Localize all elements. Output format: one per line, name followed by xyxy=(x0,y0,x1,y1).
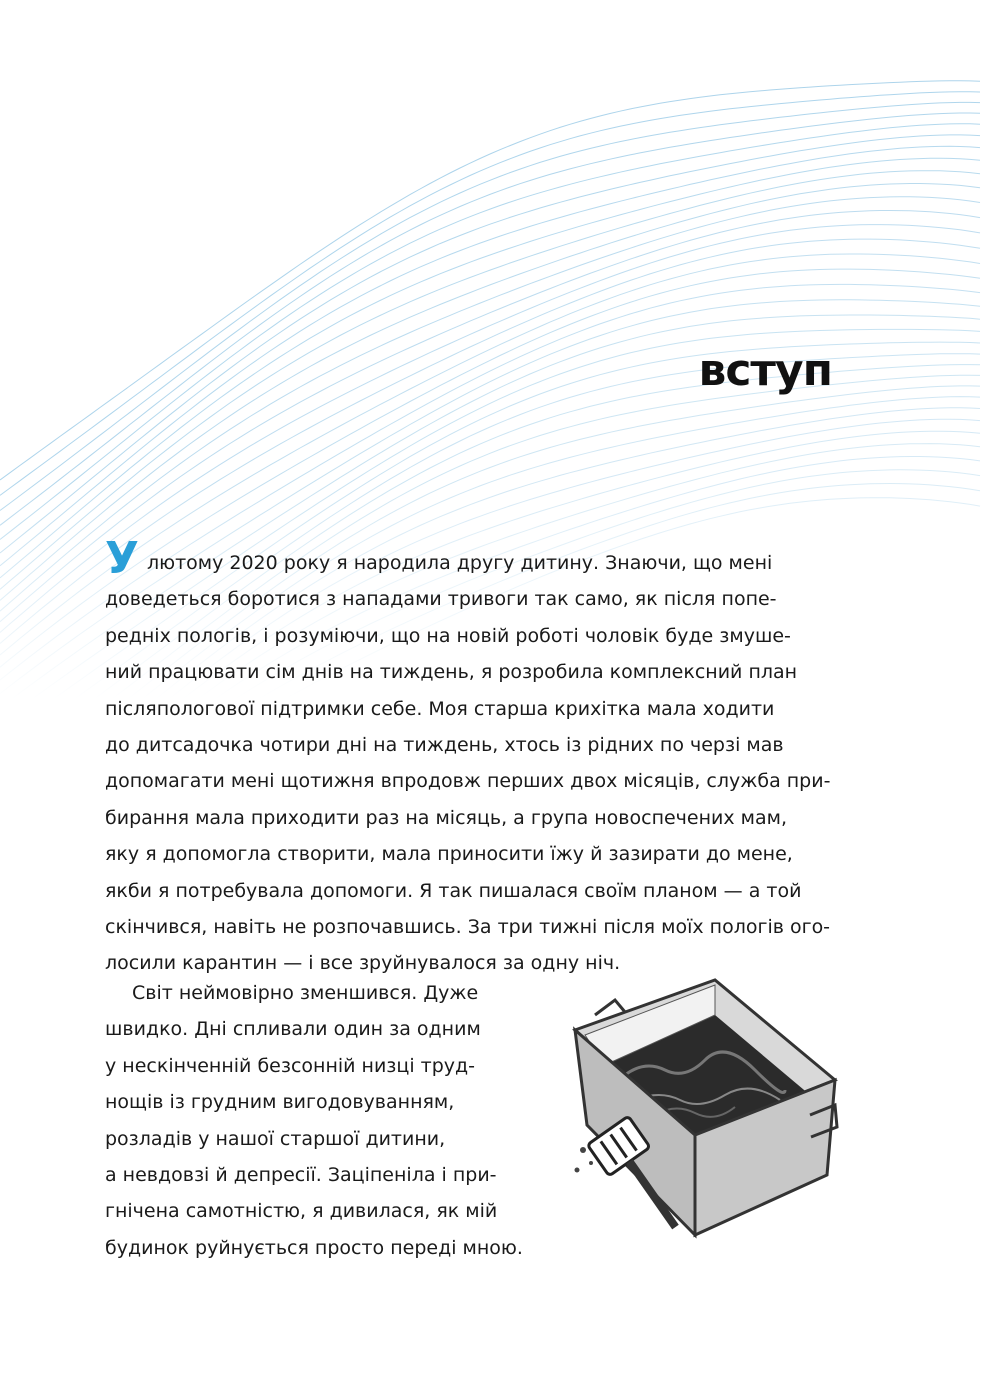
wave-line xyxy=(0,113,980,525)
wave-line xyxy=(0,102,980,510)
wave-line xyxy=(0,92,980,496)
paragraph-2-line: розладів у нашої старшої дитини, xyxy=(105,1127,446,1150)
paragraph-1-line: якби я потребувала допомоги. Я так пишалася своїм планом — а той xyxy=(105,879,802,902)
paragraph-2-line: нощів із грудним вигодовуванням, xyxy=(105,1091,455,1114)
paragraph-1-line: до дитсадочка чотири дні на тиждень, хтось із рідних по черзі мав xyxy=(105,734,784,757)
paragraph-1-line: допомагати мені щотижня впродовж перших двох місяців, служба при- xyxy=(105,770,831,793)
paragraph-2-line: а невдовзі й депресії. Заціпеніла і при- xyxy=(105,1164,497,1187)
paragraph-1-line: скінчився, навіть не розпочавшись. За три тижні після моїх пологів ого- xyxy=(105,916,831,939)
paragraph-2 xyxy=(105,975,565,1266)
paragraph-1-line: лосили карантин — і все зруйнувалося за одну ніч. xyxy=(105,952,621,975)
paragraph-1-line: доведеться боротися з нападами тривоги так само, як після попе- xyxy=(105,588,777,611)
line-text: лютому 2020 року я народила другу дитину. Знаючи, що мені xyxy=(146,552,773,574)
baking-pan-with-spatula-icon xyxy=(565,975,855,1245)
wave-line xyxy=(0,81,980,480)
paragraph-1-line: редніх пологів, і розуміючи, що на новій роботі чоловік буде змуше- xyxy=(105,624,791,647)
chapter-title: вступ xyxy=(698,345,832,396)
paragraph-2-line: Світ неймовірно зменшився. Дуже xyxy=(132,982,479,1004)
paragraph-1-line xyxy=(105,533,835,584)
drop-cap: У xyxy=(105,533,139,584)
paragraph-2-line: будинок руйнується просто переді мною. xyxy=(105,1236,523,1259)
paragraph-2-line: гнічена самотністю, я дивилася, як мій xyxy=(105,1200,498,1223)
paragraph-1-line: ний працювати сім днів на тиждень, я розробила комплексний план xyxy=(105,661,798,684)
paragraph-1-line: післяпологової підтримки себе. Моя старша крихітка мала ходити xyxy=(105,697,775,720)
paragraph-1-line: бирання мала приходити раз на місяць, а група новоспечених мам, xyxy=(105,806,787,829)
paragraph-1-line: яку я допомогла створити, мала приносити їжу й зазирати до мене, xyxy=(105,843,793,866)
paragraph-2-line: швидко. Дні спливали один за одним xyxy=(105,1018,481,1041)
paragraph-1 xyxy=(105,533,835,982)
paragraph-2-line: у нескінченній безсонній низці труд- xyxy=(105,1054,476,1077)
